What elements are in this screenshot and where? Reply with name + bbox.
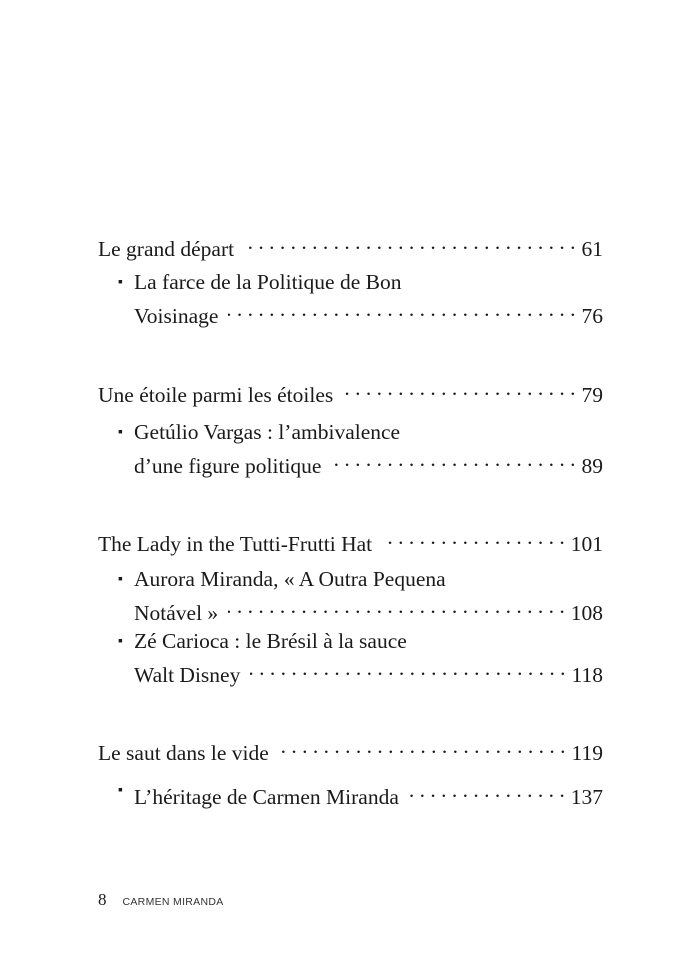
page-number: 8 — [98, 890, 107, 909]
toc-entry-title-line: Getúlio Vargas : l’ambivalence — [134, 420, 401, 444]
bullet-icon: ▪ — [118, 783, 123, 798]
toc-entry-title-line: La farce de la Politique de Bon — [134, 270, 402, 294]
toc-entry-title-line: Walt Disney — [134, 663, 241, 687]
toc-entry[interactable] — [118, 566, 603, 627]
leader-dots — [409, 777, 565, 804]
page-footer — [98, 890, 224, 910]
toc-page-number: 79 — [581, 383, 603, 407]
leader-dots — [228, 296, 575, 323]
toc-entry-title-line: Zé Carioca : le Brésil à la sauce — [134, 629, 407, 653]
toc-page-number: 118 — [571, 663, 603, 687]
toc-entry[interactable] — [98, 733, 603, 767]
toc-entry[interactable] — [98, 375, 603, 409]
bullet-icon: ▪ — [118, 634, 123, 649]
bullet-icon: ▪ — [118, 275, 123, 290]
toc-entry[interactable] — [118, 628, 603, 689]
toc-page-number: 76 — [581, 304, 603, 328]
toc-entry-title-line: Notável » — [134, 601, 219, 625]
leader-dots — [228, 593, 565, 620]
toc-page-number: 119 — [571, 741, 603, 765]
bullet-icon: ▪ — [118, 572, 123, 587]
toc-entry-title-line: Une étoile parmi les étoiles — [98, 383, 334, 407]
leader-dots — [382, 524, 565, 551]
toc-page-number: 101 — [570, 532, 603, 556]
leader-dots — [343, 375, 575, 402]
toc-entry-title-line: Voisinage — [134, 304, 219, 328]
toc-page-number: 108 — [570, 601, 603, 625]
leader-dots — [244, 229, 575, 256]
toc-entry[interactable] — [98, 524, 603, 558]
toc-entry[interactable] — [118, 777, 603, 811]
toc-entry-title-line: Aurora Miranda, « A Outra Pequena — [134, 567, 446, 591]
leader-dots — [279, 733, 566, 760]
toc-entry[interactable] — [118, 419, 603, 480]
toc-page-number: 137 — [570, 785, 603, 809]
toc-page-number: 61 — [581, 237, 603, 261]
bullet-icon: ▪ — [118, 425, 123, 440]
toc-entry-title-line: d’une figure politique — [134, 454, 322, 478]
toc-entry-title-line: L’héritage de Carmen Miranda — [134, 785, 399, 809]
running-title: CARMEN MIRANDA — [122, 896, 224, 908]
leader-dots — [331, 446, 575, 473]
toc-entry[interactable] — [98, 229, 603, 263]
toc-entry[interactable] — [118, 269, 603, 330]
toc-entry-title-line: Le saut dans le vide — [98, 741, 269, 765]
leader-dots — [250, 655, 565, 682]
toc-entry-title-line: Le grand départ — [98, 237, 235, 261]
toc-page-number: 89 — [581, 454, 603, 478]
toc-entry-title-line: The Lady in the Tutti-Frutti Hat — [98, 532, 373, 556]
